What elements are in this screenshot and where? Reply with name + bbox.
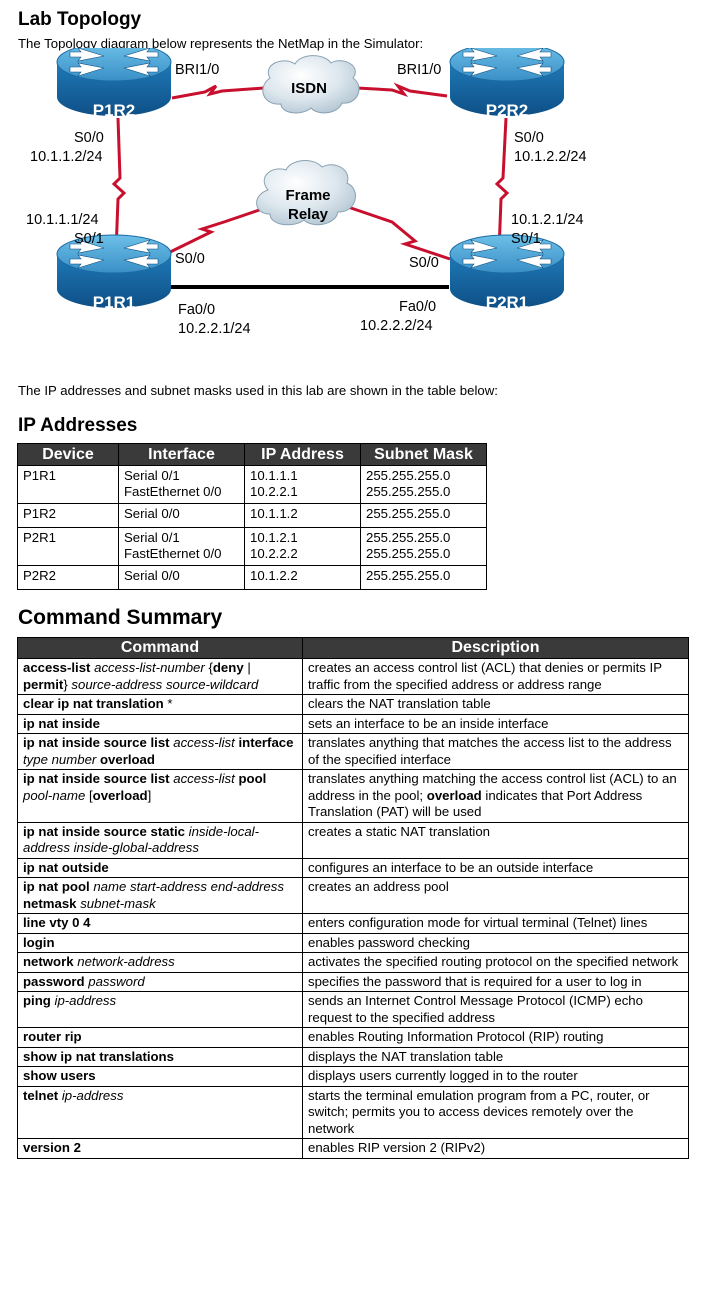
- table-row: [18, 1139, 689, 1159]
- command-keyword: ip nat inside source list: [23, 735, 170, 750]
- description-cell: enables password checking: [303, 933, 689, 953]
- command-cell: [18, 1139, 303, 1159]
- link-p1r2-isdn: [172, 86, 264, 98]
- router-label-p2r1: P2R1: [485, 293, 529, 312]
- p2r1-s01-label: S0/1: [511, 231, 541, 247]
- command-keyword: login: [23, 934, 55, 950]
- command-cell: [18, 659, 303, 695]
- command-keyword: netmask: [23, 895, 77, 911]
- p2r1-ip-label: 10.1.2.1/24: [511, 212, 584, 228]
- link-isdn-p2r2: [357, 86, 447, 96]
- command-keyword: overload: [92, 787, 148, 803]
- command-cell: [18, 695, 303, 715]
- command-text: ]: [147, 787, 152, 803]
- command-argument: ip-address: [61, 1087, 124, 1103]
- topology-diagram: [0, 48, 710, 348]
- topology-intro-text: The Topology diagram below represents the NetMap in the Simulator:: [18, 36, 424, 51]
- table-row: [18, 1086, 689, 1139]
- description-cell: enables RIP version 2 (RIPv2): [303, 1139, 689, 1159]
- command-keyword: ip nat inside source static: [23, 823, 185, 839]
- description-cell: enters configuration mode for virtual terminal (Telnet) lines: [303, 914, 689, 934]
- description-cell: sets an interface to be an inside interface: [303, 714, 689, 734]
- table-row: [18, 914, 689, 934]
- cmd-header-description: Description: [303, 638, 689, 659]
- device-cell: P2R2: [18, 566, 119, 590]
- command-keyword: clear ip nat translation: [23, 696, 164, 711]
- description-cell: activates the specified routing protocol on the specified network: [303, 953, 689, 973]
- description-cell: [303, 770, 689, 823]
- p1r1-fa-ip-label: 10.2.2.1/24: [178, 321, 251, 337]
- ip-table-header-row: [18, 444, 487, 466]
- table-row: [18, 659, 689, 695]
- link-p1r1-frame: [162, 207, 268, 256]
- command-cell: [18, 734, 303, 770]
- command-argument: subnet-mask: [80, 895, 156, 911]
- command-cell: [18, 822, 303, 858]
- p1r2-ip-label: 10.1.1.2/24: [30, 149, 103, 165]
- table-row: [18, 466, 487, 504]
- router-p1r2: [57, 48, 171, 120]
- command-cell: [18, 714, 303, 734]
- p1r1-s01-label: S0/1: [74, 231, 104, 247]
- p1r1-s00-label: S0/0: [175, 251, 205, 267]
- command-cell: [18, 1047, 303, 1067]
- command-keyword: ip nat inside source list: [23, 771, 170, 786]
- description-cell: configures an interface to be an outside interface: [303, 858, 689, 878]
- mask-cell: 255.255.255.0: [361, 504, 487, 528]
- command-text: }: [63, 676, 72, 692]
- command-text: translates anything matching the access control list (ACL) to an address in the pool;: [308, 771, 677, 803]
- ip-header-ip-address: IP Address: [245, 444, 361, 466]
- p2r2-ip-label: 10.1.2.2/24: [514, 149, 587, 165]
- table-row: [18, 528, 487, 566]
- link-p2r2-p2r1: [497, 118, 507, 252]
- description-cell: displays the NAT translation table: [303, 1047, 689, 1067]
- command-keyword: password: [23, 973, 85, 989]
- command-keyword: router rip: [23, 1029, 82, 1044]
- p1r1-ip-label: 10.1.1.1/24: [26, 212, 99, 228]
- frame-relay-label-line1: Frame: [285, 187, 331, 204]
- description-cell: displays users currently logged in to the router: [303, 1067, 689, 1087]
- table-row: [18, 566, 487, 590]
- command-argument: ip-address: [54, 993, 117, 1008]
- cmd-table-header-row: [18, 638, 689, 659]
- isdn-label: ISDN: [291, 80, 327, 97]
- command-argument: pool-name: [23, 787, 86, 803]
- table-row: [18, 770, 689, 823]
- table-row: [18, 972, 689, 992]
- command-summary-title: Command Summary: [18, 606, 223, 629]
- description-cell: specifies the password that is required for a user to log in: [303, 972, 689, 992]
- table-row: [18, 714, 689, 734]
- command-text: |: [243, 660, 251, 675]
- command-argument: password: [88, 973, 145, 989]
- table-row: [18, 992, 689, 1028]
- command-keyword: show ip nat translations: [23, 1048, 174, 1064]
- ip-header-subnet-mask: Subnet Mask: [361, 444, 487, 466]
- command-keyword: permit: [23, 676, 64, 692]
- router-label-p1r1: P1R1: [92, 293, 136, 312]
- router-p2r1: [450, 235, 564, 312]
- isdn-cloud: [263, 56, 359, 113]
- command-cell: [18, 933, 303, 953]
- command-argument: source-address source-wildcard: [71, 676, 259, 692]
- frame-relay-label-line2: Relay: [287, 206, 329, 223]
- table-row: [18, 1028, 689, 1048]
- command-cell: [18, 858, 303, 878]
- command-keyword: ip nat outside: [23, 859, 109, 875]
- command-keyword: telnet: [23, 1087, 59, 1103]
- table-row: [18, 504, 487, 528]
- description-cell: creates an access control list (ACL) that denies or permits IP traffic from the specified address or address range: [303, 659, 689, 695]
- ip-cell: 10.1.1.2: [245, 504, 361, 528]
- command-cell: [18, 878, 303, 914]
- router-label-p2r2: P2R2: [485, 101, 529, 120]
- description-cell: translates anything that matches the access list to the address of the specified interface: [303, 734, 689, 770]
- mask-cell: 255.255.255.0 255.255.255.0: [361, 466, 487, 504]
- p2r2-s00-label: S0/0: [514, 130, 544, 146]
- command-argument: type number: [23, 751, 97, 767]
- command-keyword: line vty 0 4: [23, 915, 91, 930]
- description-cell: sends an Internet Control Message Protocol (ICMP) echo request to the specified address: [303, 992, 689, 1028]
- command-cell: [18, 914, 303, 934]
- interface-cell: Serial 0/0: [119, 504, 245, 528]
- command-text: *: [163, 696, 173, 711]
- p1r1-fa-label: Fa0/0: [178, 302, 216, 318]
- command-argument: name start-address end-address: [93, 879, 284, 894]
- ip-intro-text: The IP addresses and subnet masks used in this lab are shown in the table below:: [18, 383, 498, 398]
- table-row: [18, 1047, 689, 1067]
- table-row: [18, 822, 689, 858]
- ip-addresses-title: IP Addresses: [18, 415, 138, 436]
- command-text: indicates that Port Address Translation (PAT) will be used: [308, 787, 643, 819]
- p2r1-fa-ip-label: 10.2.2.2/24: [360, 318, 433, 334]
- command-text: {: [204, 660, 213, 675]
- command-argument: access-list-number: [94, 660, 205, 675]
- description-cell: starts the terminal emulation program from a PC, router, or switch; permits you to access devices remotely over the network: [303, 1086, 689, 1139]
- command-keyword: pool: [238, 771, 267, 786]
- table-row: [18, 695, 689, 715]
- command-keyword: access-list: [23, 660, 91, 675]
- command-keyword: deny: [212, 660, 244, 675]
- lab-topology-title: Lab Topology: [18, 9, 142, 30]
- description-cell: creates an address pool: [303, 878, 689, 914]
- link-frame-p2r1: [348, 207, 450, 259]
- command-keyword: overload: [426, 787, 482, 803]
- command-keyword: interface: [238, 735, 294, 750]
- bri-right-label: BRI1/0: [397, 62, 442, 78]
- command-keyword: show users: [23, 1068, 96, 1083]
- cmd-header-command: Command: [18, 638, 303, 659]
- command-keyword: network: [23, 954, 74, 969]
- command-keyword: ip nat inside: [23, 715, 100, 731]
- command-argument: access-list: [173, 735, 235, 750]
- ip-cell: 10.1.1.1 10.2.2.1: [245, 466, 361, 504]
- cmd-table-body: [18, 659, 689, 1159]
- table-row: [18, 734, 689, 770]
- table-row: [18, 1067, 689, 1087]
- command-text: [: [85, 787, 93, 803]
- description-cell: creates a static NAT translation: [303, 822, 689, 858]
- link-p1r2-p1r1: [114, 118, 124, 252]
- command-summary-table: [17, 637, 689, 1159]
- command-keyword: version 2: [23, 1140, 81, 1155]
- description-cell: clears the NAT translation table: [303, 695, 689, 715]
- device-cell: P1R1: [18, 466, 119, 504]
- command-cell: [18, 972, 303, 992]
- table-row: [18, 953, 689, 973]
- table-row: [18, 933, 689, 953]
- router-p2r2: [450, 48, 564, 120]
- ip-cell: 10.1.2.1 10.2.2.2: [245, 528, 361, 566]
- command-cell: [18, 770, 303, 823]
- command-argument: inside-local-address inside-global-address: [23, 823, 260, 855]
- frame-relay-cloud: [257, 161, 356, 225]
- command-keyword: overload: [99, 751, 155, 767]
- command-argument: access-list: [173, 771, 235, 786]
- interface-cell: Serial 0/0: [119, 566, 245, 590]
- ip-header-device: Device: [18, 444, 119, 466]
- command-keyword: ping: [23, 993, 51, 1008]
- interface-cell: Serial 0/1 FastEthernet 0/0: [119, 466, 245, 504]
- p1r2-s00-label: S0/0: [74, 130, 104, 146]
- p2r1-fa-label: Fa0/0: [399, 299, 437, 315]
- command-argument: network-address: [77, 954, 175, 969]
- command-cell: [18, 992, 303, 1028]
- command-cell: [18, 1067, 303, 1087]
- interface-cell: Serial 0/1 FastEthernet 0/0: [119, 528, 245, 566]
- ip-cell: 10.1.2.2: [245, 566, 361, 590]
- device-cell: P1R2: [18, 504, 119, 528]
- table-row: [18, 878, 689, 914]
- ip-header-interface: Interface: [119, 444, 245, 466]
- ip-address-table: [17, 443, 487, 590]
- description-cell: enables Routing Information Protocol (RIP) routing: [303, 1028, 689, 1048]
- table-row: [18, 858, 689, 878]
- p2r1-s00-label: S0/0: [409, 255, 439, 271]
- mask-cell: 255.255.255.0 255.255.255.0: [361, 528, 487, 566]
- command-cell: [18, 1086, 303, 1139]
- command-cell: [18, 1028, 303, 1048]
- router-label-p1r2: P1R2: [92, 101, 136, 120]
- mask-cell: 255.255.255.0: [361, 566, 487, 590]
- command-keyword: ip nat pool: [23, 879, 90, 894]
- bri-left-label: BRI1/0: [175, 62, 220, 78]
- device-cell: P2R1: [18, 528, 119, 566]
- command-cell: [18, 953, 303, 973]
